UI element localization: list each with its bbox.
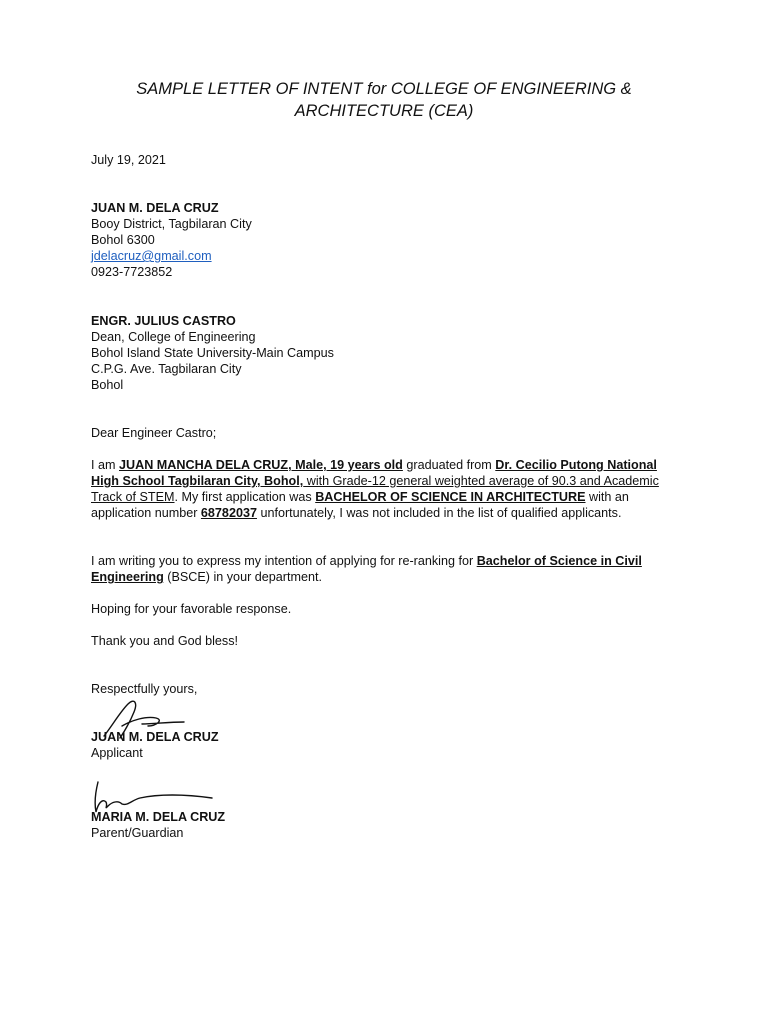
recipient-institution: Bohol Island State University-Main Campus (91, 346, 334, 360)
salutation: Dear Engineer Castro; (91, 426, 217, 440)
sender-email-link[interactable]: jdelacruz@gmail.com (91, 249, 212, 263)
body-paragraph-2: I am writing you to express my intention of applying for re-ranking for Bachelor of Science in Civil Engineering (BSCE) in your department. (91, 554, 642, 584)
sender-phone: 0923-7723852 (91, 265, 173, 279)
closing: Respectfully yours, (91, 682, 198, 696)
guardian-role: Parent/Guardian (91, 826, 184, 840)
title-line-1: SAMPLE LETTER OF INTENT for COLLEGE OF ENGINEERING & (136, 80, 632, 98)
application-number: 68782037 (200, 506, 257, 520)
body-paragraph-1: I am JUAN MANCHA DELA CRUZ, Male, 19 years old graduated from Dr. Cecilio Putong National High School Tagbilaran City, Bohol, with Grade-12 general weighted average of 90.3 and Academic Track of STEM. My first application was BACHELOR OF SCIENCE IN ARCHITECTURE with an application number 68782037 unfortunately, I was not included in the list of qualified applicants. (91, 458, 659, 520)
applicant-details: JUAN MANCHA DELA CRUZ, Male, 19 years old (119, 458, 403, 472)
first-program: BACHELOR OF SCIENCE IN ARCHITECTURE (315, 490, 586, 504)
recipient-block (91, 313, 334, 393)
sender-address-2: Bohol 6300 (91, 233, 155, 247)
recipient-address-2: Bohol (91, 378, 124, 392)
sender-address-1: Booy District, Tagbilaran City (91, 217, 252, 231)
applicant-signature-block (91, 729, 219, 761)
guardian-signature-block (91, 809, 225, 841)
sender-block (91, 200, 252, 280)
target-program: Bachelor of Science in Civil Engineering (91, 554, 642, 584)
body-paragraph-3: Hoping for your favorable response. (91, 602, 292, 616)
applicant-role: Applicant (91, 746, 143, 760)
guardian-name: MARIA M. DELA CRUZ (91, 810, 226, 824)
recipient-address-1: C.P.G. Ave. Tagbilaran City (91, 362, 242, 376)
body-paragraph-4: Thank you and God bless! (91, 634, 239, 648)
school-name: Dr. Cecilio Putong National High School Tagbilaran City, Bohol, (91, 458, 657, 488)
gwa-track: with Grade-12 general weighted average of 90.3 and Academic Track of STEM (91, 474, 659, 504)
title-line-2: ARCHITECTURE (CEA) (294, 102, 474, 120)
sender-name: JUAN M. DELA CRUZ (91, 201, 219, 215)
letter-title (90, 78, 678, 122)
letter-date: July 19, 2021 (91, 153, 166, 167)
recipient-position: Dean, College of Engineering (91, 330, 256, 344)
recipient-name: ENGR. JULIUS CASTRO (91, 314, 236, 328)
applicant-name: JUAN M. DELA CRUZ (91, 730, 219, 744)
